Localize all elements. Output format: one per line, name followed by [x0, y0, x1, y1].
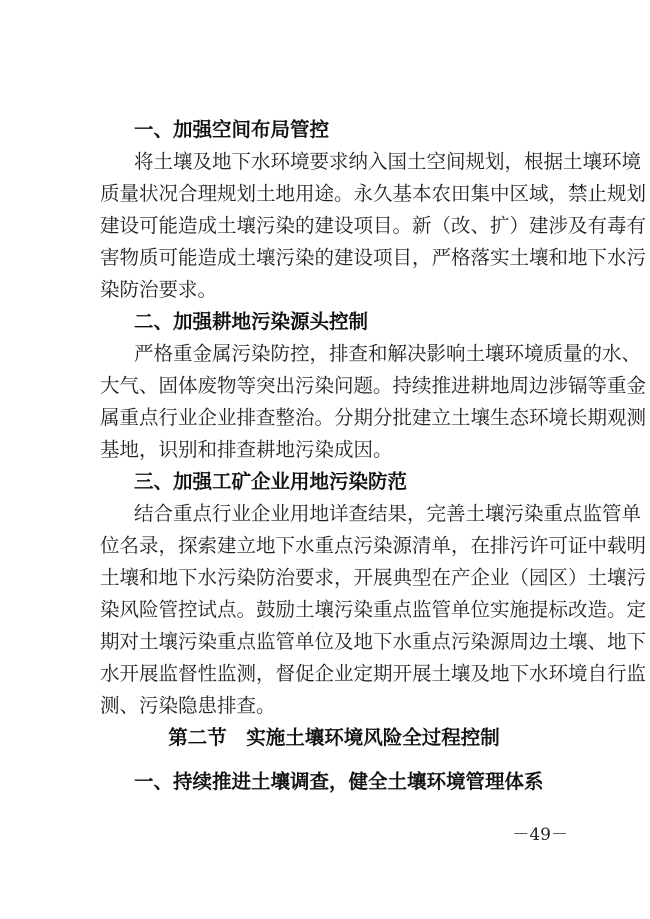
text-line: 属重点行业企业排查整治。分期分批建立土壤生态环境长期观测 — [100, 406, 647, 429]
heading-industrial-land: 三、加强工矿企业用地污染防范 — [134, 470, 408, 493]
text-line: 水开展监督性监测，督促企业定期开展土壤及地下水环境自行监 — [100, 662, 647, 685]
text-line: 染防治要求。 — [100, 278, 218, 301]
text-line: 严格重金属污染防控，排查和解决影响土壤环境质量的水、 — [134, 342, 642, 365]
heading-soil-survey: 一、持续推进土壤调查，健全土壤环境管理体系 — [134, 770, 544, 793]
text-line: 期对土壤污染重点监管单位及地下水重点污染源周边土壤、地下 — [100, 630, 647, 653]
text-line: 基地，识别和排查耕地污染成因。 — [100, 438, 393, 461]
text-line: 土壤和地下水污染防治要求，开展典型在产企业（园区）土壤污 — [100, 566, 647, 589]
text-line: 害物质可能造成土壤污染的建设项目，严格落实土壤和地下水污 — [100, 246, 647, 269]
heading-farmland-pollution: 二、加强耕地污染源头控制 — [134, 310, 369, 333]
page-number: －49－ — [512, 825, 568, 845]
text-line: 将土壤及地下水环境要求纳入国土空间规划，根据土壤环境 — [134, 150, 642, 173]
paragraph-farmland-pollution — [100, 338, 647, 466]
text-line: 大气、固体废物等突出污染问题。持续推进耕地周边涉镉等重金 — [100, 374, 647, 397]
text-line: 位名录，探索建立地下水重点污染源清单，在排污许可证中载明 — [100, 534, 647, 557]
text-line: 建设可能造成土壤污染的建设项目。新（改、扩）建涉及有毒有 — [100, 214, 647, 237]
heading-spatial-layout: 一、加强空间布局管控 — [134, 118, 330, 141]
text-line: 质量状况合理规划土地用途。永久基本农田集中区域，禁止规划 — [100, 182, 647, 205]
text-line: 染风险管控试点。鼓励土壤污染重点监管单位实施提标改造。定 — [100, 598, 647, 621]
section-title: 第二节 实施土壤环境风险全过程控制 — [168, 726, 500, 749]
text-line: 结合重点行业企业用地详查结果，完善土壤污染重点监管单 — [134, 502, 642, 525]
document-page — [100, 114, 647, 798]
paragraph-spatial-layout — [100, 146, 647, 306]
paragraph-industrial-land — [100, 498, 647, 722]
text-line: 测、污染隐患排查。 — [100, 694, 276, 717]
